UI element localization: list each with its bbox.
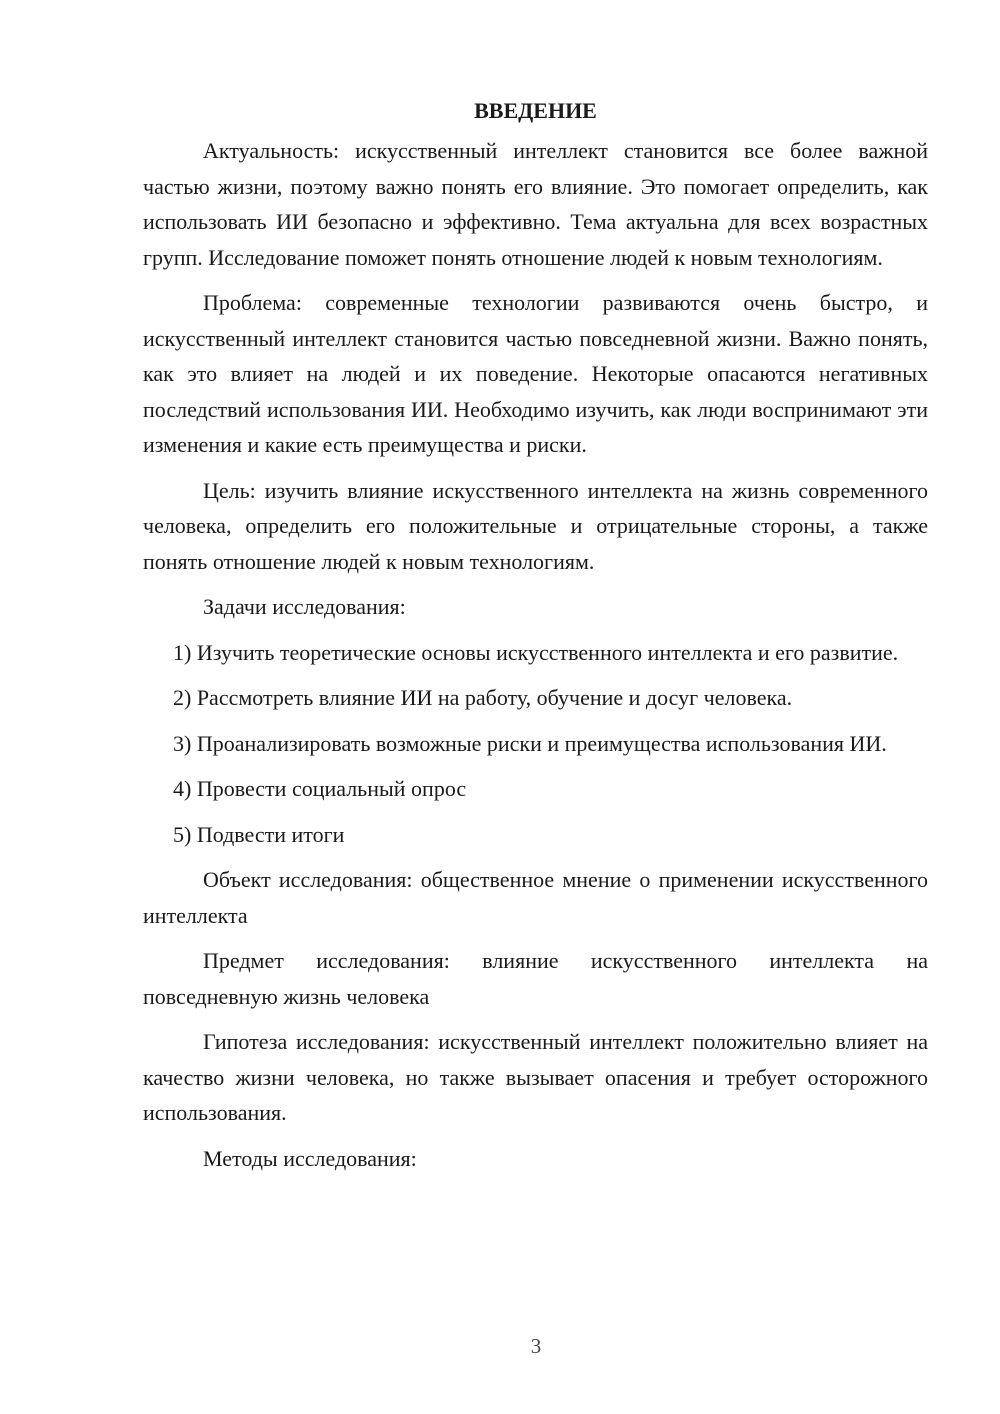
page-number: 3 xyxy=(530,1334,542,1358)
tasks-heading: Задачи исследования: xyxy=(203,594,406,619)
methods-heading: Методы исследования: xyxy=(203,1145,417,1171)
document-page xyxy=(143,92,928,1186)
task-item: 5) Подвести итоги xyxy=(173,821,345,847)
relevance-paragraph: Актуальность: искусственный интеллект становится все более важной частью жизни, поэтому важно понять его влияние. Это помогает определить, как использовать ИИ безопасно и эффективно. Тема актуальна для всех возрастных групп. Исследование поможет понять отношение людей к новым технологиям. xyxy=(143,138,928,270)
object-paragraph: Объект исследования: общественное мнение о применении искусственного интеллекта xyxy=(143,867,928,928)
page-title: ВВЕДЕНИЕ xyxy=(474,98,597,123)
task-item: 3) Проанализировать возможные риски и преимущества использования ИИ. xyxy=(173,730,887,756)
problem-paragraph: Проблема: современные технологии развиваются очень быстро, и искусственный интеллект становится частью повседневной жизни. Важно понять, как это влияет на людей и их поведение. Некоторые опасаются негативных последствий использования ИИ. Необходимо изучить, как люди воспринимают эти изменения и какие есть преимущества и риски. xyxy=(143,290,928,457)
task-item: 1) Изучить теоретические основы искусственного интеллекта и его развитие. xyxy=(173,639,899,665)
task-item: 4) Провести социальный опрос xyxy=(173,776,467,801)
task-item: 2) Рассмотреть влияние ИИ на работу, обучение и досуг человека. xyxy=(173,685,793,710)
hypothesis-paragraph: Гипотеза исследования: искусственный интеллект положительно влияет на качество жизни человека, но также вызывает опасения и требует осторожного использования. xyxy=(143,1029,928,1125)
subject-paragraph: Предмет исследования: влияние искусственного интеллекта на повседневную жизнь человека xyxy=(143,948,928,1009)
goal-paragraph: Цель: изучить влияние искусственного интеллекта на жизнь современного человека, определить его положительные и отрицательные стороны, а также понять отношение людей к новым технологиям. xyxy=(143,477,928,574)
